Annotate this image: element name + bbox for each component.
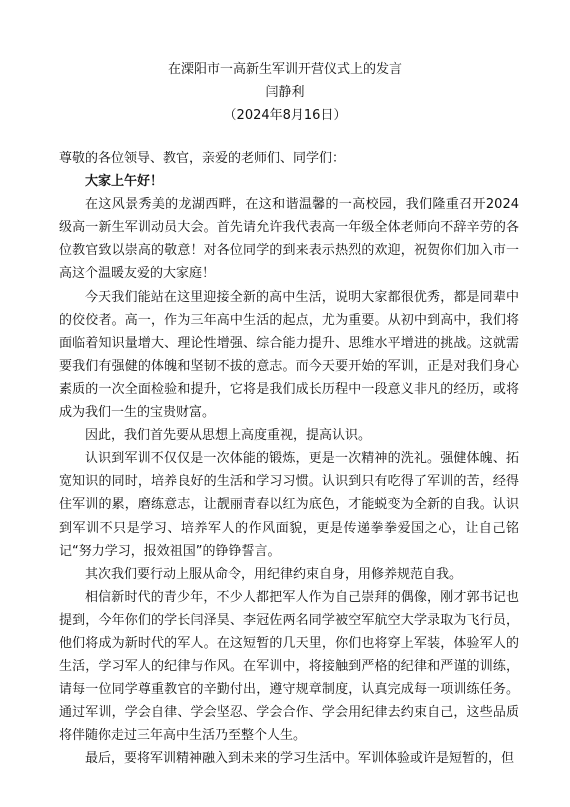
paragraph: 因此，我们首先要从思想上高度重视，提高认识。 xyxy=(85,428,372,444)
document-author: 闫静利 xyxy=(265,85,305,100)
paragraph: 认识到军训不仅仅是一次体能的锻炼，更是一次精神的洗礼。强健体魄、拓宽知识的同时，培养良好的生活和学习习惯。认识到只有吃得了军训的苦，经得住军训的累，磨练意志，让靓丽青春以红为底色，才能蜕变为全新的自我。认识到军训不只是学习、培养军人的作风面貌，更是传递拳拳爱国之心，让自己铭记“努力学习，报效祖国”的铮铮誓言。 xyxy=(59,451,519,559)
paragraph: 今天我们能站在这里迎接全新的高中生活，说明大家都很优秀，都是同辈中的佼佼者。高一，作为三年高中生活的起点，尤为重要。从初中到高中，我们将面临着知识量增大、理论性增强、综合能力提升、思维水平增进的挑战。这就需要我们有强健的体魄和坚韧不拔的意志。而今天要开始的军训，正是对我们身心素质的一次全面检验和提升，它将是我们成长历程中一段意义非凡的经历，或将成为我们一生的宝贵财富。 xyxy=(59,289,519,421)
paragraph: 最后，要将军训精神融入到未来的学习生活中。军训体验或许是短暂的，但 xyxy=(85,751,515,767)
document-date: （2024年8月16日） xyxy=(223,108,347,123)
paragraph: 其次我们要行动上服从命令，用纪律约束自身，用修养规范自我。 xyxy=(85,566,463,582)
document-title: 在溧阳市一高新生军训开营仪式上的发言 xyxy=(167,62,402,77)
document-header xyxy=(0,58,570,127)
paragraph-greeting: 大家上午好！ xyxy=(85,174,164,190)
paragraph: 相信新时代的青少年，不少人都把军人作为自己崇拜的偶像，刚才郭书记也提到，今年你们的学长闫泽昊、李冠佐两名同学被空军航空大学录取为飞行员，他们将成为新时代的军人。在这短暂的几天里，你们也将穿上军装，体验军人的生活，学习军人的纪律与作风。在军训中，将接触到严格的纪律和严谨的训练，请每一位同学尊重教官的辛勤付出，遵守规章制度，认真完成每一项训练任务。通过军训，学会自律、学会坚忍、学会合作、学会用纪律去约束自己，这些品质将伴随你走过三年高中生活乃至整个人生。 xyxy=(59,589,519,744)
document-body xyxy=(59,147,519,771)
paragraph: 在这风景秀美的龙湖西畔，在这和谐温馨的一高校园，我们隆重召开2024级高一新生军训动员大会。首先请允许我代表高一年级全体老师向不辞辛劳的各位教官致以崇高的敬意！对各位同学的到来表示热烈的欢迎，祝贺你们加入市一高这个温暖友爱的大家庭！ xyxy=(59,197,519,282)
salutation: 尊敬的各位领导、教官，亲爱的老师们、同学们： xyxy=(59,151,346,166)
